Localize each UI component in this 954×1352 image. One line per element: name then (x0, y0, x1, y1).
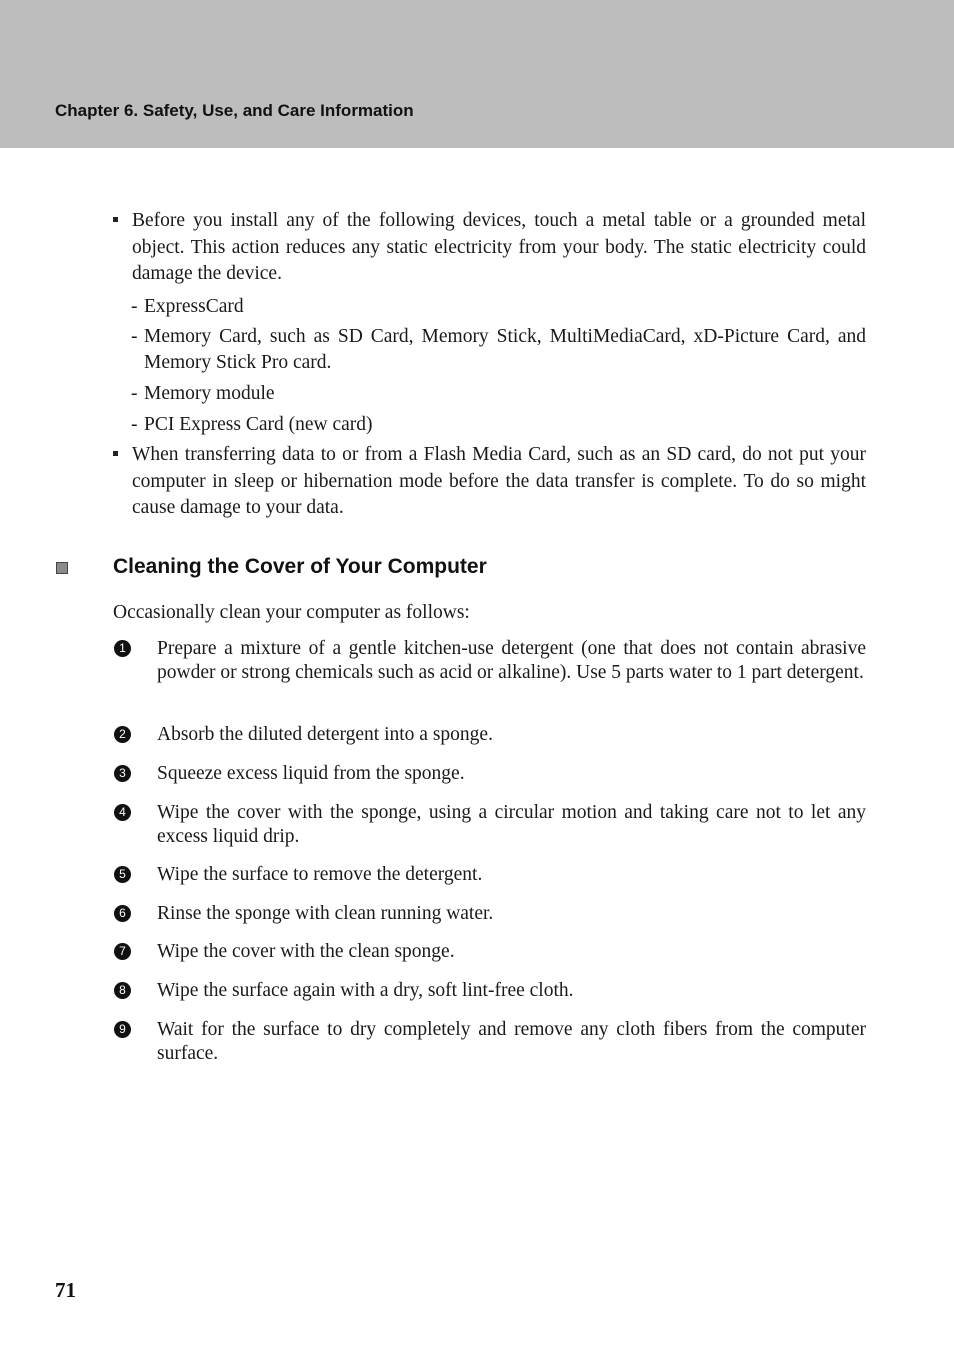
device-list-item (131, 324, 866, 376)
device-list-item (131, 381, 866, 407)
step-number-icon: 2 (114, 726, 131, 743)
step-number-icon: 9 (114, 1021, 131, 1038)
step-text: Wipe the cover with the sponge, using a circular motion and taking care not to let any excess liquid drip. (157, 802, 866, 847)
step-text: Wipe the cover with the clean sponge. (157, 941, 455, 962)
dash-marker: - (131, 414, 138, 435)
step-text: Prepare a mixture of a gentle kitchen-use detergent (one that does not contain abrasive powder or strong chemicals such as acid or alkaline). Use 5 parts water to 1 part detergent. (157, 638, 866, 683)
step-text: Wait for the surface to dry completely and remove any cloth fibers from the computer surface. (157, 1019, 866, 1064)
device-list-item (131, 412, 866, 438)
bullet-text: When transferring data to or from a Flash Media Card, such as an SD card, do not put your computer in sleep or hibernation mode before the data transfer is complete. To do so might cause damage to your data. (132, 444, 866, 518)
header-band (0, 0, 954, 148)
section-square-icon (56, 562, 68, 574)
step-number-icon: 8 (114, 982, 131, 999)
device-list-text: Memory Card, such as SD Card, Memory Stick, MultiMediaCard, xD-Picture Card, and Memory Stick Pro card. (144, 326, 866, 373)
page-number: 71 (55, 1278, 76, 1302)
step-text: Wipe the surface to remove the detergent. (157, 864, 483, 885)
step-number-icon: 1 (114, 640, 131, 657)
step-text: Squeeze excess liquid from the sponge. (157, 763, 465, 784)
dash-marker: - (131, 383, 138, 404)
step-text: Rinse the sponge with clean running water. (157, 903, 494, 924)
step-text: Absorb the diluted detergent into a sponge. (157, 724, 493, 745)
bullet-text: Before you install any of the following devices, touch a metal table or a grounded metal object. This action reduces any static electricity from your body. The static electricity could damage the device. (132, 210, 866, 284)
step-number-icon: 7 (114, 943, 131, 960)
step-number-icon: 3 (114, 765, 131, 782)
chapter-title: Chapter 6. Safety, Use, and Care Information (55, 101, 414, 120)
section-intro: Occasionally clean your computer as follows: (113, 602, 470, 623)
device-list-text: Memory module (144, 383, 275, 404)
dash-marker: - (131, 296, 138, 317)
step-number-icon: 4 (114, 804, 131, 821)
square-bullet-icon (113, 217, 118, 222)
device-list-text: ExpressCard (144, 296, 244, 317)
step-number-icon: 6 (114, 905, 131, 922)
device-list-text: PCI Express Card (new card) (144, 414, 373, 435)
device-list-item (131, 294, 866, 320)
step-number-icon: 5 (114, 866, 131, 883)
step-text: Wipe the surface again with a dry, soft lint-free cloth. (157, 980, 574, 1001)
section-heading: Cleaning the Cover of Your Computer (113, 555, 487, 578)
dash-marker: - (131, 326, 138, 347)
square-bullet-icon (113, 451, 118, 456)
